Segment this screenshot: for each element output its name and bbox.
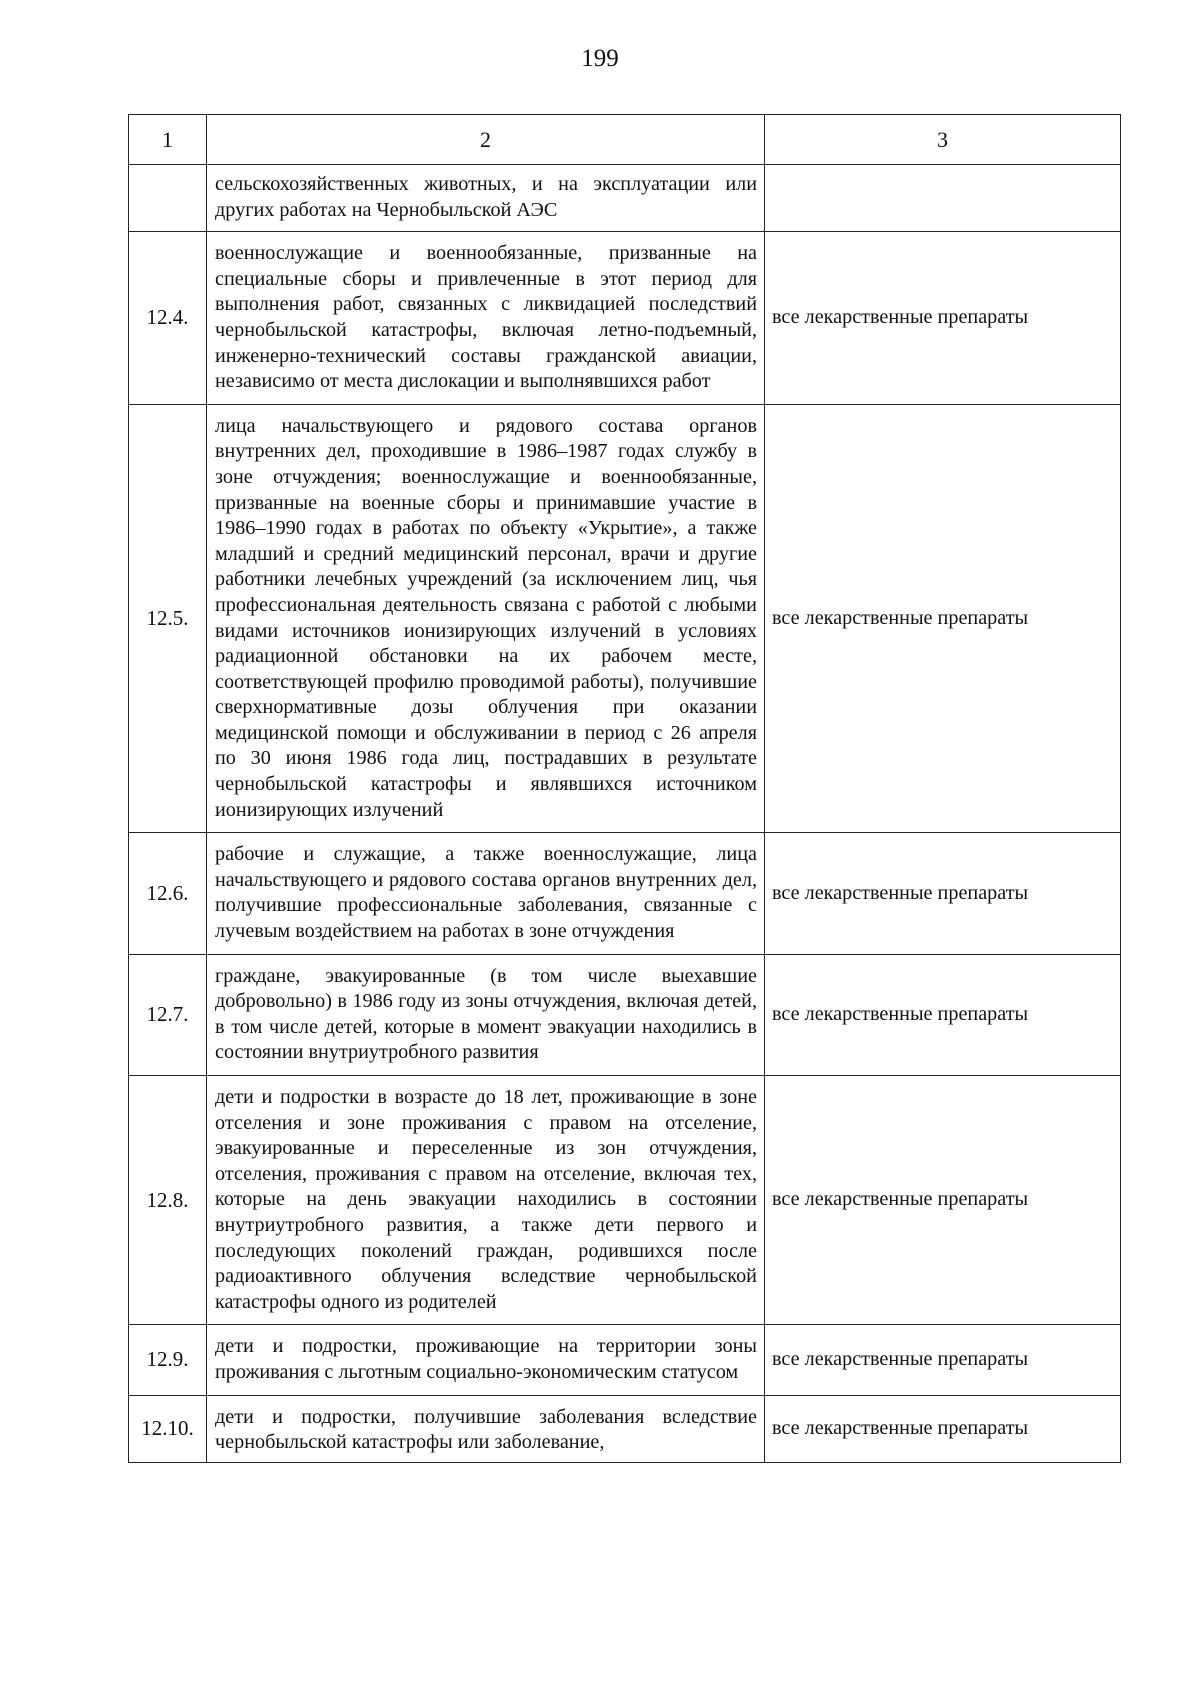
row-description: граждане, эвакуированные (в том числе выехавшие добровольно) в 1986 году из зоны отчуждения, включая детей, в том числе детей, которые в момент эвакуации находились в состоянии внутриутробного развития (207, 954, 765, 1075)
row-result: все лекарственные препараты (765, 833, 1121, 954)
row-result: все лекарственные препараты (765, 1325, 1121, 1395)
column-header-3: 3 (765, 115, 1121, 165)
table-row (129, 232, 1121, 405)
row-result: все лекарственные препараты (765, 954, 1121, 1075)
row-number: 12.7. (129, 954, 207, 1075)
row-number: 12.10. (129, 1395, 207, 1462)
row-result: все лекарственные препараты (765, 1076, 1121, 1325)
table-row (129, 1076, 1121, 1325)
row-result (765, 165, 1121, 232)
row-description: сельскохозяйственных животных, и на эксплуатации или других работах на Чернобыльской АЭС (207, 165, 765, 232)
table-row (129, 1325, 1121, 1395)
row-number: 12.4. (129, 232, 207, 405)
row-number: 12.8. (129, 1076, 207, 1325)
table-row (129, 404, 1121, 833)
column-header-1: 1 (129, 115, 207, 165)
table-row (129, 954, 1121, 1075)
row-result: все лекарственные препараты (765, 232, 1121, 405)
row-number (129, 165, 207, 232)
row-number: 12.6. (129, 833, 207, 954)
column-header-2: 2 (207, 115, 765, 165)
row-result: все лекарственные препараты (765, 1395, 1121, 1462)
table-row (129, 833, 1121, 954)
row-result: все лекарственные препараты (765, 404, 1121, 833)
benefits-table (128, 114, 1121, 1463)
row-description: военнослужащие и военнообязанные, призванные на специальные сборы и привлеченные в этот период для выполнения работ, связанных с ликвидацией последствий чернобыльской катастрофы, включая летно-подъемный, инженерно-технический составы гражданской авиации, независимо от места дислокации и выполнявшихся работ (207, 232, 765, 405)
table-row (129, 165, 1121, 232)
page-number: 199 (581, 45, 619, 72)
row-description: лица начальствующего и рядового состава органов внутренних дел, проходившие в 1986–1987 годах службу в зоне отчуждения; военнослужащие и военнообязанные, призванные на военные сборы и принимавшие участие в 1986–1990 годах в работах по объекту «Укрытие», а также младший и средний медицинский персонал, врачи и другие работники лечебных учреждений (за исключением лиц, чья профессиональная деятельность связана с работой с любыми видами источников ионизирующих излучений в условиях радиационной обстановки на их рабочем месте, соответствующей профилю проводимой работы), получившие сверхнормативные дозы облучения при оказании медицинской помощи и обслуживании в период с 26 апреля по 30 июня 1986 года лиц, пострадавших в результате чернобыльской катастрофы и являвшихся источником ионизирующих излучений (207, 404, 765, 833)
row-description: дети и подростки в возрасте до 18 лет, проживающие в зоне отселения и зоне проживания с правом на отселение, эвакуированные и переселенные из зон отчуждения, отселения, проживания с правом на отселение, включая тех, которые на день эвакуации находились в состоянии внутриутробного развития, а также дети первого и последующих поколений граждан, родившихся после радиоактивного облучения вследствие чернобыльской катастрофы одного из родителей (207, 1076, 765, 1325)
row-description: дети и подростки, проживающие на территории зоны проживания с льготным социально-экономическим статусом (207, 1325, 765, 1395)
row-number: 12.5. (129, 404, 207, 833)
table-header-row (129, 115, 1121, 165)
row-description: дети и подростки, получившие заболевания вследствие чернобыльской катастрофы или заболевание, (207, 1395, 765, 1462)
row-number: 12.9. (129, 1325, 207, 1395)
row-description: рабочие и служащие, а также военнослужащие, лица начальствующего и рядового состава органов внутренних дел, получившие профессиональные заболевания, связанные с лучевым воздействием на работах в зоне отчуждения (207, 833, 765, 954)
table-row (129, 1395, 1121, 1462)
